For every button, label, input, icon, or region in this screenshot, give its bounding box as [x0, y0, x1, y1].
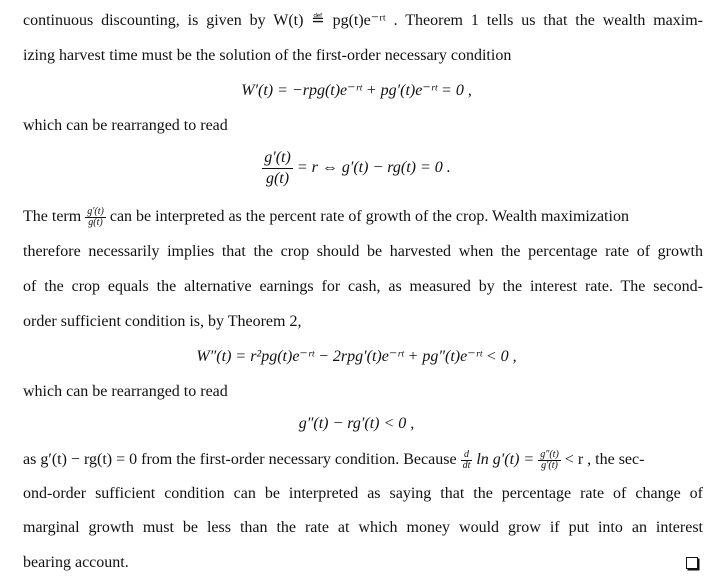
fraction-denominator: g(t): [265, 170, 290, 187]
equation-second-order: W″(t) = r²pg(t)e⁻ʳᵗ − 2rpg′(t)e⁻ʳᵗ + pg″(t)e⁻ʳᵗ < 0 ,: [196, 348, 517, 365]
fraction-numerator: g′(t): [87, 206, 104, 217]
fraction-denominator: dt: [462, 460, 471, 471]
fraction-denominator: g′(t): [541, 460, 558, 471]
paragraph-line-1: continuous discounting, is given by W(t) ≝ pg(t)e⁻ʳᵗ . Theorem 1 tells us that the wealth maxim-: [23, 12, 703, 29]
fraction-numerator: g′(t): [262, 148, 293, 169]
derivative-operator: [461, 450, 473, 471]
equation-first-order: W′(t) = −rpg(t)e⁻ʳᵗ + pg′(t)e⁻ʳᵗ = 0 ,: [241, 82, 472, 99]
growth-rate-fraction: [262, 148, 293, 189]
text-after: can be interpreted as the percent rate of growth of the crop. Wealth maximization: [109, 208, 629, 226]
paragraph-line-8: of the crop equals the alternative earnings for cash, as measured by the interest rate. The second-: [23, 278, 703, 295]
text-before: as g′(t) − rg(t) = 0 from the first-order necessary condition. Because: [23, 451, 457, 469]
inline-fraction: [85, 207, 106, 228]
paragraph-line-13: [23, 450, 703, 471]
paragraph-line-4: which can be rearranged to read: [23, 117, 228, 134]
fraction-numerator: g″(t): [540, 449, 559, 460]
paragraph-line-7: therefore necessarily implies that the crop should be harvested when the percentage rate of growth: [23, 243, 703, 260]
paragraph-line-16: bearing account.: [23, 554, 129, 571]
fraction-numerator: d: [461, 450, 473, 461]
paragraph-line-14: ond-order sufficient condition can be interpreted as saying that the percentage rate of change of: [23, 485, 703, 502]
fraction-denominator: g(t): [88, 217, 103, 228]
marginal-growth-fraction: [538, 450, 561, 471]
paragraph-line-11: which can be rearranged to read: [23, 383, 228, 400]
paragraph-line-6: [23, 207, 703, 228]
text-after: < r , the sec-: [564, 451, 645, 469]
log-expression: ln g′(t) =: [476, 451, 535, 469]
text-before: The term: [23, 208, 82, 226]
equation-growth-rate: [0, 148, 713, 189]
paragraph-line-15: marginal growth must be less than the rate at which money would grow if put into an interest: [23, 519, 703, 536]
paragraph-line-2: izing harvest time must be the solution of the first-order necessary condition: [23, 47, 512, 64]
end-of-proof-icon: [686, 556, 698, 574]
equation-sufficient: g″(t) − rg′(t) < 0 ,: [298, 415, 415, 432]
equation-rest: = r ⇔ g′(t) − rg(t) = 0 .: [296, 159, 451, 177]
paragraph-line-9: order sufficient condition is, by Theorem 2,: [23, 313, 302, 330]
